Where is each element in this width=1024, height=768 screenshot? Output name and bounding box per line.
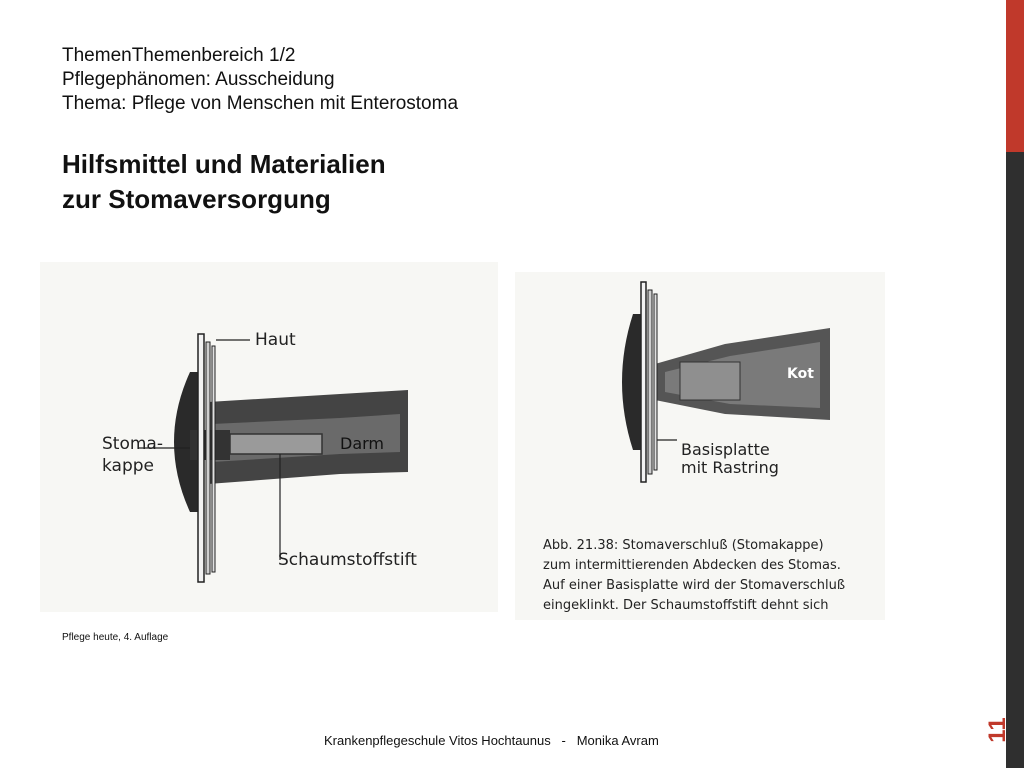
slide-title-line-1: Hilfsmittel und Materialien xyxy=(62,149,386,179)
slide-title-line-2: zur Stomaversorgung xyxy=(62,184,331,214)
caption-line-1: Abb. 21.38: Stomaverschluß (Stomakappe) xyxy=(543,538,824,553)
label-schaumstoffstift: Schaumstoffstift xyxy=(278,550,417,570)
header-line-theme: Thema: Pflege von Menschen mit Enterostoma xyxy=(62,93,459,114)
label-haut: Haut xyxy=(255,330,296,350)
accent-bar-dark xyxy=(1006,152,1024,768)
header-line-phenomenon: Pflegephänomen: Ausscheidung xyxy=(62,69,335,90)
caption-line-4: eingeklinkt. Der Schaumstoffstift dehnt sich xyxy=(543,598,829,613)
source-citation: Pflege heute, 4. Auflage xyxy=(62,632,169,643)
stoma-cap-illustration xyxy=(40,262,498,612)
label-stomakappe-2: kappe xyxy=(102,456,155,476)
caption-line-2: zum intermittierenden Abdecken des Stomas. xyxy=(543,558,841,573)
label-basisplatte-1: Basisplatte xyxy=(681,440,770,459)
page-number: 11 xyxy=(984,717,1011,743)
caption-line-3: Auf einer Basisplatte wird der Stomaverschluß xyxy=(543,578,846,593)
label-darm: Darm xyxy=(340,434,385,453)
header-line-topic: ThemenThemenbereich 1/2 xyxy=(62,45,296,66)
slide-title xyxy=(62,147,386,217)
footer-credits: Krankenpflegeschule Vitos Hochtaunus - Monika Avram xyxy=(324,733,659,748)
label-basisplatte-2: mit Rastring xyxy=(681,458,779,477)
basisplatte-illustration xyxy=(515,272,885,620)
label-kot: Kot xyxy=(787,366,814,382)
slide-header xyxy=(62,44,458,116)
label-stomakappe-1: Stoma- xyxy=(102,434,163,454)
